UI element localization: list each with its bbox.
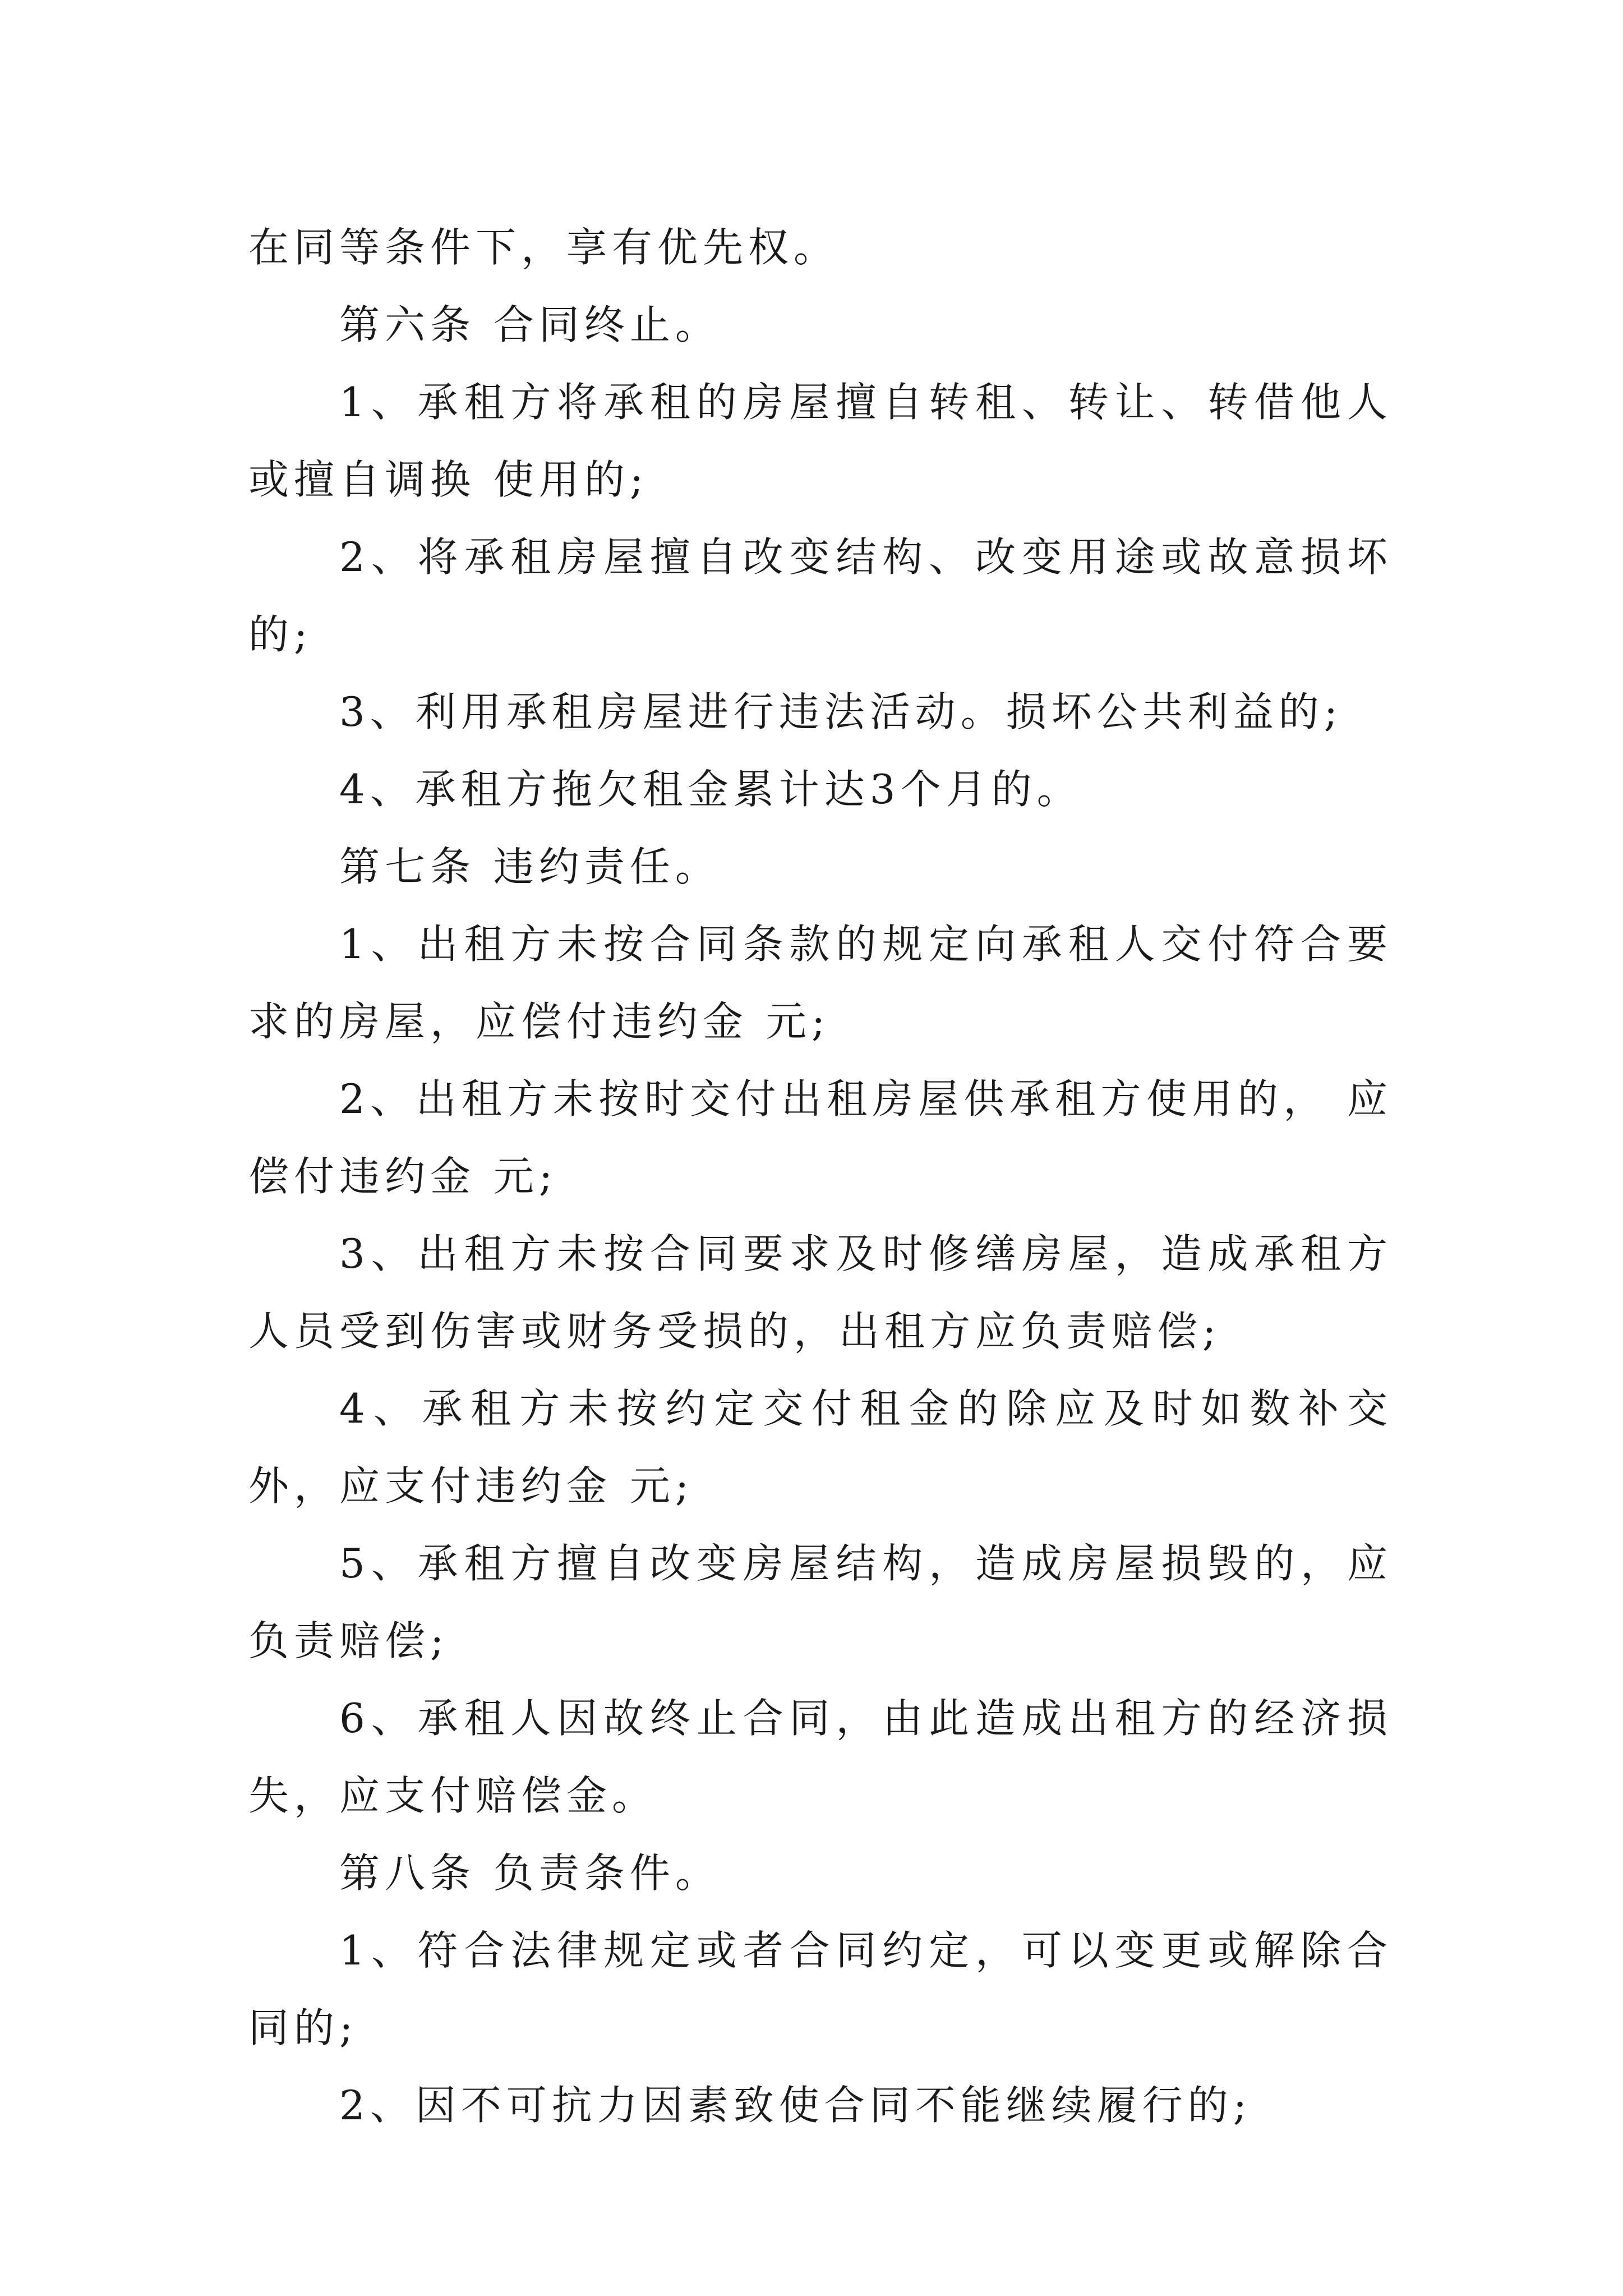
article-6-item-1: 1、承租方将承租的房屋擅自转租、转让、转借他人或擅自调换 使用的; — [248, 379, 1393, 503]
paragraph-continuation: 在同等条件下，享有优先权。 — [248, 224, 840, 271]
article-7-item-6: 6、承租人因故终止合同，由此造成出租方的经济损失，应支付赔偿金。 — [248, 1695, 1393, 1819]
article-7-item-5: 5、承租方擅自改变房屋结构，造成房屋损毁的，应负责赔偿; — [248, 1540, 1393, 1664]
article-8-heading: 第八条 负责条件。 — [339, 1849, 721, 1897]
article-6-item-2: 2、将承租房屋擅自改变结构、改变用途或故意损坏的; — [248, 533, 1393, 658]
article-6-heading: 第六条 合同终止。 — [339, 301, 721, 348]
article-7-item-1: 1、出租方未按合同条款的规定向承租人交付符合要求的房屋，应偿付违约金 元; — [248, 921, 1393, 1045]
article-6-item-3: 3、利用承租房屋进行违法活动。损坏公共利益的; — [339, 688, 1343, 735]
article-7-item-4: 4、承租方未按约定交付租金的除应及时如数补交外，应支付违约金 元; — [248, 1385, 1393, 1510]
article-7-heading: 第七条 违约责任。 — [339, 843, 721, 890]
article-8-item-2: 2、因不可抗力因素致使合同不能继续履行的; — [339, 2082, 1252, 2129]
document-body — [248, 209, 1393, 2144]
article-7-item-3: 3、出租方未按合同要求及时修缮房屋，造成承租方人员受到伤害或财务受损的，出租方应负责赔偿; — [248, 1230, 1393, 1355]
article-7-item-2: 2、出租方未按时交付出租房屋供承租方使用的， 应偿付违约金 元; — [248, 1075, 1393, 1200]
article-6-item-4: 4、承租方拖欠租金累计达3个月的。 — [339, 766, 1082, 813]
article-8-item-1: 1、符合法律规定或者合同约定，可以变更或解除合同的; — [248, 1927, 1393, 2051]
